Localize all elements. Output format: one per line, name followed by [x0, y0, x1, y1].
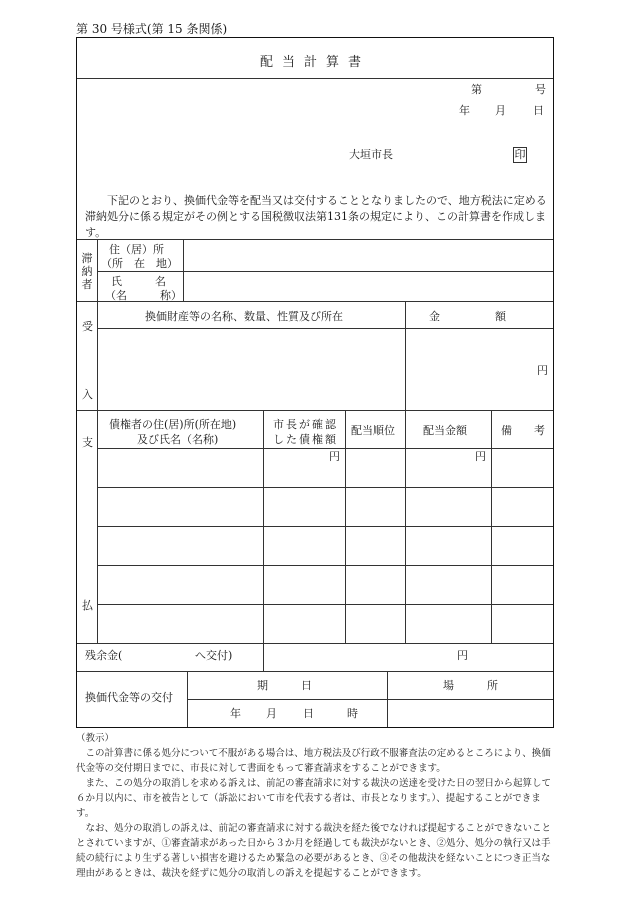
- side-label-divider: [97, 239, 98, 643]
- payment-amount-header: 配当金額: [423, 424, 467, 437]
- form-number-label: 第 30 号様式(第 15 条関係): [76, 22, 228, 36]
- number-suffix: 号: [535, 83, 546, 96]
- date-header: 期 日: [257, 679, 312, 692]
- address-label-sub: （所 在 地）: [101, 257, 178, 270]
- delinquent-row-line: [97, 271, 553, 272]
- day-label: 日: [533, 104, 544, 117]
- delivery-label: 換価代金等の交付: [85, 691, 173, 704]
- instruction-notes: [76, 731, 554, 881]
- number-label: 第: [471, 83, 482, 96]
- payment-label-top: 支: [82, 436, 93, 449]
- surplus-divider: [263, 643, 264, 671]
- remarks-header: 備 考: [501, 424, 545, 437]
- notes-heading: （教示）: [76, 733, 115, 744]
- place-header: 場 所: [443, 679, 498, 692]
- property-header: 換価財産等の名称、数量、性質及び所在: [145, 310, 343, 323]
- intro-text: 下記のとおり、換価代金等を配当又は交付することとなりましたので、地方税法に定める滞納処分に係る規定がその例とする国税徴収法第131条の規定により、この計算書を作成します。: [85, 194, 547, 239]
- name-label: 氏 名: [111, 275, 166, 288]
- delinquent-top-line: [77, 239, 553, 240]
- notes-paragraph-3: なお、処分の取消しの訴えは、前記の審査請求に対する裁決を経た後でなければ提起することができないこととされていますが、①審査請求があった日から３か月を経過しても裁決がないとき、②処分、処分の執行又は手続の続行により生ずる著しい損害を避けるため緊急の必要があるとき、③その他裁決を経ないことにつき正当な理由があるときは、裁決を経ずに処分の取消しの訴えを提起することができます。: [76, 823, 552, 879]
- calculation-form: [76, 37, 554, 728]
- payment-header-line: [97, 448, 553, 449]
- delivery-hour: 時: [347, 707, 358, 720]
- payment-label-bottom: 払: [82, 599, 93, 612]
- payment-row-line: [97, 604, 553, 605]
- creditor-header: 債権者の住(居)所(所在地): [109, 418, 237, 431]
- issuer-name: 大垣市長: [349, 148, 393, 161]
- confirmed-yen: 円: [329, 450, 340, 463]
- delivery-month: 月: [266, 707, 277, 720]
- surplus-bottom-line: [77, 671, 553, 672]
- delinquent-section-label: 滞 納 者: [81, 252, 93, 291]
- surplus-yen: 円: [457, 649, 468, 662]
- receipt-column-divider: [405, 301, 406, 410]
- delivery-year: 年: [230, 707, 241, 720]
- delinquent-label-divider: [183, 239, 184, 301]
- receipt-label-top: 受: [82, 320, 93, 333]
- payment-row-line: [97, 565, 553, 566]
- receipt-header-line: [97, 328, 553, 329]
- address-label: 住（居）所: [109, 243, 164, 256]
- delivery-mid-line: [187, 699, 553, 700]
- title-divider: [77, 78, 553, 79]
- payment-row-line: [97, 487, 553, 488]
- receipt-label-bottom: 入: [82, 388, 93, 401]
- delivery-day: 日: [303, 707, 314, 720]
- name-label-sub: （名 称）: [105, 289, 182, 302]
- receipt-amount-header: 金 額: [429, 310, 506, 323]
- surplus-label: 残余金(: [85, 649, 123, 662]
- order-header: 配当順位: [351, 424, 395, 437]
- surplus-to-label: へ交付): [195, 649, 233, 662]
- notes-paragraph-1: この計算書に係る処分について不服がある場合は、地方税法及び行政不服審査法の定めるところにより、換価代金等の交付期日までに、市長に対して書面をもって審査請求をすることができます。: [76, 748, 551, 774]
- receipt-yen: 円: [537, 364, 548, 377]
- payment-bottom-line: [77, 643, 553, 644]
- month-label: 月: [495, 104, 506, 117]
- confirmed-amount-header-sub: した債権額: [273, 433, 338, 446]
- notes-paragraph-2: また、この処分の取消しを求める訴えは、前記の審査請求に対する裁決の送達を受けた日の翌日から起算して６か月以内に、市を被告として（訴訟において市を代表する者は、市長となります。）、提起することができます。: [76, 778, 552, 819]
- form-title: 配当計算書: [259, 55, 370, 70]
- confirmed-amount-header: 市長が確認: [273, 418, 338, 431]
- intro-paragraph: [85, 193, 549, 241]
- delinquent-bottom-line: [77, 301, 553, 302]
- payment-yen: 円: [475, 450, 486, 463]
- seal-stamp: 印: [514, 148, 526, 161]
- receipt-bottom-line: [77, 410, 553, 411]
- year-label: 年: [459, 104, 470, 117]
- creditor-header-sub: 及び氏名（名称): [137, 433, 219, 446]
- payment-row-line: [97, 526, 553, 527]
